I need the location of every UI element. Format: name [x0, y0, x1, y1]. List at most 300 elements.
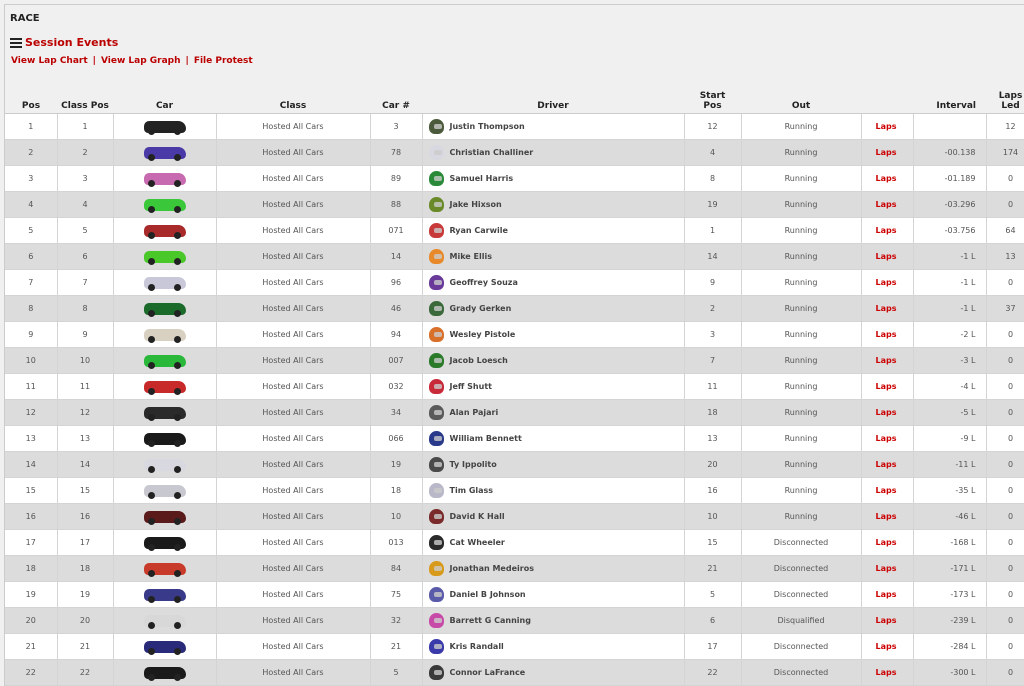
table-row: [5, 322, 1024, 348]
pos-cell: 9: [5, 322, 57, 348]
driver-name-link[interactable]: Samuel Harris: [449, 174, 514, 183]
car-cell: [113, 556, 216, 582]
col-interval[interactable]: Interval: [913, 85, 986, 114]
pos-cell: 6: [5, 244, 57, 270]
car-image: [144, 459, 186, 471]
col-pos[interactable]: Pos: [5, 85, 57, 114]
laps-led-cell: 0: [986, 426, 1024, 452]
interval-cell: -5 L: [913, 400, 986, 426]
out-cell: Running: [741, 244, 861, 270]
start-pos-cell: 9: [684, 270, 741, 296]
laps-link[interactable]: Laps: [875, 642, 897, 651]
table-row: [5, 634, 1024, 660]
class-cell: Hosted All Cars: [216, 322, 370, 348]
driver-cell: [422, 478, 684, 504]
class-cell: Hosted All Cars: [216, 660, 370, 686]
results-body: [5, 114, 1024, 686]
car-image: [144, 173, 186, 185]
laps-link[interactable]: Laps: [875, 278, 897, 287]
interval-cell: -168 L: [913, 530, 986, 556]
car-number-cell: 013: [370, 530, 422, 556]
car-image: [144, 277, 186, 289]
out-cell: Running: [741, 400, 861, 426]
class-pos-cell: 9: [57, 322, 113, 348]
helmet-icon: [429, 665, 444, 680]
pos-cell: 1: [5, 114, 57, 140]
start-pos-cell: 22: [684, 660, 741, 686]
table-row: [5, 660, 1024, 686]
interval-cell: -1 L: [913, 270, 986, 296]
view-lap-chart-link[interactable]: View Lap Chart: [11, 56, 88, 66]
laps-link[interactable]: Laps: [875, 512, 897, 521]
class-cell: Hosted All Cars: [216, 504, 370, 530]
car-cell: [113, 140, 216, 166]
helmet-icon: [429, 327, 444, 342]
car-number-cell: 88: [370, 192, 422, 218]
start-pos-cell: 2: [684, 296, 741, 322]
class-pos-cell: 22: [57, 660, 113, 686]
class-cell: Hosted All Cars: [216, 192, 370, 218]
car-cell: [113, 166, 216, 192]
driver-name-link[interactable]: Jake Hixson: [449, 200, 502, 209]
driver-name-link[interactable]: Jonathan Medeiros: [449, 564, 534, 573]
col-laps-led-line1: Laps: [998, 91, 1023, 101]
out-cell: Running: [741, 374, 861, 400]
col-start-pos[interactable]: [684, 85, 741, 114]
out-cell: Running: [741, 114, 861, 140]
driver-name-link[interactable]: David K Hall: [449, 512, 505, 521]
driver-name-link[interactable]: Wesley Pistole: [449, 330, 516, 339]
out-cell: Disconnected: [741, 660, 861, 686]
interval-cell: -1 L: [913, 296, 986, 322]
start-pos-cell: 5: [684, 582, 741, 608]
interval-cell: [913, 114, 986, 140]
car-number-cell: 14: [370, 244, 422, 270]
laps-led-cell: 0: [986, 478, 1024, 504]
interval-cell: -284 L: [913, 634, 986, 660]
pos-cell: 14: [5, 452, 57, 478]
car-image: [144, 199, 186, 211]
laps-cell: [861, 218, 913, 244]
laps-cell: [861, 244, 913, 270]
laps-cell: [861, 400, 913, 426]
start-pos-cell: 16: [684, 478, 741, 504]
helmet-icon: [429, 613, 444, 628]
car-number-cell: 78: [370, 140, 422, 166]
laps-cell: [861, 478, 913, 504]
table-row: [5, 348, 1024, 374]
laps-led-cell: 0: [986, 322, 1024, 348]
car-cell: [113, 452, 216, 478]
helmet-icon: [429, 275, 444, 290]
car-image: [144, 355, 186, 367]
table-row: [5, 166, 1024, 192]
car-number-cell: 071: [370, 218, 422, 244]
col-class-pos[interactable]: Class Pos: [57, 85, 113, 114]
col-laps: [861, 85, 913, 114]
car-cell: [113, 218, 216, 244]
car-image: [144, 485, 186, 497]
table-row: [5, 140, 1024, 166]
laps-led-cell: 0: [986, 582, 1024, 608]
driver-cell: [422, 270, 684, 296]
driver-name-link[interactable]: Ty Ippolito: [449, 460, 497, 469]
laps-link[interactable]: Laps: [875, 252, 897, 261]
car-image: [144, 537, 186, 549]
class-cell: Hosted All Cars: [216, 556, 370, 582]
car-cell: [113, 296, 216, 322]
out-cell: Disconnected: [741, 530, 861, 556]
start-pos-cell: 21: [684, 556, 741, 582]
table-row: [5, 556, 1024, 582]
class-cell: Hosted All Cars: [216, 348, 370, 374]
helmet-icon: [429, 483, 444, 498]
car-number-cell: 18: [370, 478, 422, 504]
interval-cell: -3 L: [913, 348, 986, 374]
start-pos-cell: 20: [684, 452, 741, 478]
driver-cell: [422, 374, 684, 400]
interval-cell: -03.296: [913, 192, 986, 218]
driver-cell: [422, 452, 684, 478]
laps-led-cell: 0: [986, 270, 1024, 296]
laps-link[interactable]: Laps: [875, 304, 897, 313]
start-pos-cell: 11: [684, 374, 741, 400]
laps-cell: [861, 192, 913, 218]
car-image: [144, 147, 186, 159]
start-pos-cell: 14: [684, 244, 741, 270]
class-pos-cell: 19: [57, 582, 113, 608]
laps-link[interactable]: Laps: [875, 226, 897, 235]
list-icon: [10, 38, 22, 48]
car-number-cell: 21: [370, 634, 422, 660]
helmet-icon: [429, 587, 444, 602]
driver-cell: [422, 166, 684, 192]
class-pos-cell: 17: [57, 530, 113, 556]
driver-name-link[interactable]: Cat Wheeler: [449, 538, 505, 547]
driver-cell: [422, 608, 684, 634]
table-row: [5, 426, 1024, 452]
driver-name-link[interactable]: Barrett G Canning: [449, 616, 531, 625]
laps-cell: [861, 296, 913, 322]
driver-cell: [422, 634, 684, 660]
start-pos-cell: 6: [684, 608, 741, 634]
driver-cell: [422, 400, 684, 426]
table-row: [5, 114, 1024, 140]
car-number-cell: 3: [370, 114, 422, 140]
laps-cell: [861, 660, 913, 686]
driver-cell: [422, 504, 684, 530]
pos-cell: 12: [5, 400, 57, 426]
laps-cell: [861, 504, 913, 530]
driver-cell: [422, 660, 684, 686]
driver-cell: [422, 244, 684, 270]
class-cell: Hosted All Cars: [216, 218, 370, 244]
interval-cell: -1 L: [913, 244, 986, 270]
pos-cell: 18: [5, 556, 57, 582]
class-cell: Hosted All Cars: [216, 296, 370, 322]
class-cell: Hosted All Cars: [216, 582, 370, 608]
start-pos-cell: 10: [684, 504, 741, 530]
pos-cell: 11: [5, 374, 57, 400]
laps-led-cell: 0: [986, 660, 1024, 686]
laps-cell: [861, 322, 913, 348]
pos-cell: 7: [5, 270, 57, 296]
start-pos-cell: 7: [684, 348, 741, 374]
laps-link[interactable]: Laps: [875, 616, 897, 625]
laps-link[interactable]: Laps: [875, 460, 897, 469]
driver-name-link[interactable]: Grady Gerken: [449, 304, 512, 313]
pos-cell: 13: [5, 426, 57, 452]
car-number-cell: 34: [370, 400, 422, 426]
driver-name-link[interactable]: Geoffrey Souza: [449, 278, 518, 287]
car-image: [144, 641, 186, 653]
helmet-icon: [429, 301, 444, 316]
car-number-cell: 032: [370, 374, 422, 400]
table-row: [5, 270, 1024, 296]
driver-name-link[interactable]: Jacob Loesch: [449, 356, 508, 365]
car-cell: [113, 530, 216, 556]
class-pos-cell: 3: [57, 166, 113, 192]
helmet-icon: [429, 171, 444, 186]
car-image: [144, 303, 186, 315]
table-row: [5, 608, 1024, 634]
col-out[interactable]: Out: [741, 85, 861, 114]
laps-led-cell: 0: [986, 556, 1024, 582]
table-row: [5, 582, 1024, 608]
results-table: [5, 85, 1024, 686]
out-cell: Running: [741, 348, 861, 374]
out-cell: Disqualified: [741, 608, 861, 634]
car-image: [144, 589, 186, 601]
action-links: [11, 56, 253, 66]
link-separator: |: [185, 56, 189, 66]
laps-link[interactable]: Laps: [875, 434, 897, 443]
pos-cell: 20: [5, 608, 57, 634]
car-image: [144, 433, 186, 445]
driver-name-link[interactable]: Christian Challiner: [449, 148, 534, 157]
car-image: [144, 407, 186, 419]
class-pos-cell: 18: [57, 556, 113, 582]
driver-name-link[interactable]: Justin Thompson: [449, 122, 525, 131]
file-protest-link[interactable]: File Protest: [193, 56, 253, 66]
class-pos-cell: 13: [57, 426, 113, 452]
class-cell: Hosted All Cars: [216, 400, 370, 426]
driver-name-link[interactable]: Connor LaFrance: [449, 668, 526, 677]
start-pos-cell: 15: [684, 530, 741, 556]
laps-link[interactable]: Laps: [875, 356, 897, 365]
view-lap-graph-link[interactable]: View Lap Graph: [100, 56, 181, 66]
laps-led-cell: 37: [986, 296, 1024, 322]
col-start-pos-line2: Pos: [703, 101, 722, 111]
interval-cell: -01.189: [913, 166, 986, 192]
helmet-icon: [429, 119, 444, 134]
interval-cell: -35 L: [913, 478, 986, 504]
interval-cell: -173 L: [913, 582, 986, 608]
laps-led-cell: 0: [986, 374, 1024, 400]
car-cell: [113, 608, 216, 634]
laps-led-cell: 0: [986, 166, 1024, 192]
laps-link[interactable]: Laps: [875, 538, 897, 547]
helmet-icon: [429, 353, 444, 368]
pos-cell: 10: [5, 348, 57, 374]
car-number-cell: 5: [370, 660, 422, 686]
helmet-icon: [429, 145, 444, 160]
car-number-cell: 46: [370, 296, 422, 322]
class-pos-cell: 11: [57, 374, 113, 400]
out-cell: Running: [741, 166, 861, 192]
start-pos-cell: 13: [684, 426, 741, 452]
out-cell: Running: [741, 296, 861, 322]
laps-cell: [861, 556, 913, 582]
class-cell: Hosted All Cars: [216, 452, 370, 478]
laps-led-cell: 13: [986, 244, 1024, 270]
table-row: [5, 374, 1024, 400]
table-row: [5, 192, 1024, 218]
pos-cell: 5: [5, 218, 57, 244]
laps-led-cell: 0: [986, 348, 1024, 374]
car-number-cell: 10: [370, 504, 422, 530]
out-cell: Running: [741, 270, 861, 296]
helmet-icon: [429, 561, 444, 576]
driver-cell: [422, 582, 684, 608]
page-title: RACE: [10, 13, 40, 24]
laps-link[interactable]: Laps: [875, 148, 897, 157]
class-pos-cell: 2: [57, 140, 113, 166]
class-cell: Hosted All Cars: [216, 270, 370, 296]
laps-link[interactable]: Laps: [875, 668, 897, 677]
class-pos-cell: 14: [57, 452, 113, 478]
car-image: [144, 667, 186, 679]
session-events-label[interactable]: Session Events: [25, 36, 119, 49]
interval-cell: -46 L: [913, 504, 986, 530]
col-car[interactable]: Car: [113, 85, 216, 114]
driver-cell: [422, 114, 684, 140]
driver-cell: [422, 296, 684, 322]
driver-name-link[interactable]: Tim Glass: [449, 486, 494, 495]
laps-led-cell: 0: [986, 400, 1024, 426]
interval-cell: -171 L: [913, 556, 986, 582]
laps-led-cell: 174: [986, 140, 1024, 166]
driver-name-link[interactable]: Alan Pajari: [449, 408, 499, 417]
laps-link[interactable]: Laps: [875, 122, 897, 131]
driver-cell: [422, 218, 684, 244]
helmet-icon: [429, 223, 444, 238]
class-pos-cell: 7: [57, 270, 113, 296]
car-number-cell: 007: [370, 348, 422, 374]
laps-cell: [861, 140, 913, 166]
class-pos-cell: 15: [57, 478, 113, 504]
laps-cell: [861, 452, 913, 478]
car-cell: [113, 504, 216, 530]
laps-link[interactable]: Laps: [875, 408, 897, 417]
car-cell: [113, 374, 216, 400]
driver-name-link[interactable]: Kris Randall: [449, 642, 504, 651]
class-cell: Hosted All Cars: [216, 530, 370, 556]
car-image: [144, 225, 186, 237]
out-cell: Running: [741, 504, 861, 530]
out-cell: Running: [741, 140, 861, 166]
laps-led-cell: 64: [986, 218, 1024, 244]
car-image: [144, 563, 186, 575]
interval-cell: -00.138: [913, 140, 986, 166]
car-cell: [113, 322, 216, 348]
helmet-icon: [429, 405, 444, 420]
pos-cell: 16: [5, 504, 57, 530]
laps-link[interactable]: Laps: [875, 174, 897, 183]
helmet-icon: [429, 639, 444, 654]
col-driver[interactable]: Driver: [422, 85, 684, 114]
pos-cell: 3: [5, 166, 57, 192]
car-cell: [113, 400, 216, 426]
results-panel: [4, 4, 1024, 686]
class-cell: Hosted All Cars: [216, 166, 370, 192]
car-cell: [113, 192, 216, 218]
class-pos-cell: 6: [57, 244, 113, 270]
out-cell: Disconnected: [741, 556, 861, 582]
class-pos-cell: 16: [57, 504, 113, 530]
pos-cell: 19: [5, 582, 57, 608]
helmet-icon: [429, 197, 444, 212]
pos-cell: 4: [5, 192, 57, 218]
class-cell: Hosted All Cars: [216, 634, 370, 660]
driver-name-link[interactable]: Ryan Carwile: [449, 226, 508, 235]
table-row: [5, 400, 1024, 426]
pos-cell: 15: [5, 478, 57, 504]
table-row: [5, 244, 1024, 270]
class-cell: Hosted All Cars: [216, 426, 370, 452]
car-cell: [113, 582, 216, 608]
table-row: [5, 296, 1024, 322]
class-pos-cell: 8: [57, 296, 113, 322]
table-header: [5, 85, 1024, 114]
interval-cell: -11 L: [913, 452, 986, 478]
laps-link[interactable]: Laps: [875, 382, 897, 391]
driver-name-link[interactable]: William Bennett: [449, 434, 522, 443]
interval-cell: -03.756: [913, 218, 986, 244]
laps-link[interactable]: Laps: [875, 564, 897, 573]
class-cell: Hosted All Cars: [216, 608, 370, 634]
session-events-link[interactable]: [10, 36, 118, 49]
car-cell: [113, 426, 216, 452]
pos-cell: 22: [5, 660, 57, 686]
driver-name-link[interactable]: Daniel B Johnson: [449, 590, 526, 599]
start-pos-cell: 4: [684, 140, 741, 166]
out-cell: Disconnected: [741, 634, 861, 660]
pos-cell: 8: [5, 296, 57, 322]
laps-link[interactable]: Laps: [875, 590, 897, 599]
start-pos-cell: 8: [684, 166, 741, 192]
table-row: [5, 530, 1024, 556]
out-cell: Running: [741, 478, 861, 504]
car-cell: [113, 634, 216, 660]
laps-link[interactable]: Laps: [875, 330, 897, 339]
col-car-number[interactable]: Car #: [370, 85, 422, 114]
out-cell: Running: [741, 452, 861, 478]
start-pos-cell: 18: [684, 400, 741, 426]
helmet-icon: [429, 535, 444, 550]
col-laps-led[interactable]: [986, 85, 1024, 114]
laps-link[interactable]: Laps: [875, 200, 897, 209]
laps-link[interactable]: Laps: [875, 486, 897, 495]
col-class[interactable]: Class: [216, 85, 370, 114]
out-cell: Running: [741, 426, 861, 452]
laps-led-cell: 0: [986, 452, 1024, 478]
out-cell: Running: [741, 218, 861, 244]
driver-name-link[interactable]: Mike Ellis: [449, 252, 492, 261]
out-cell: Running: [741, 192, 861, 218]
laps-cell: [861, 634, 913, 660]
driver-name-link[interactable]: Jeff Shutt: [449, 382, 492, 391]
